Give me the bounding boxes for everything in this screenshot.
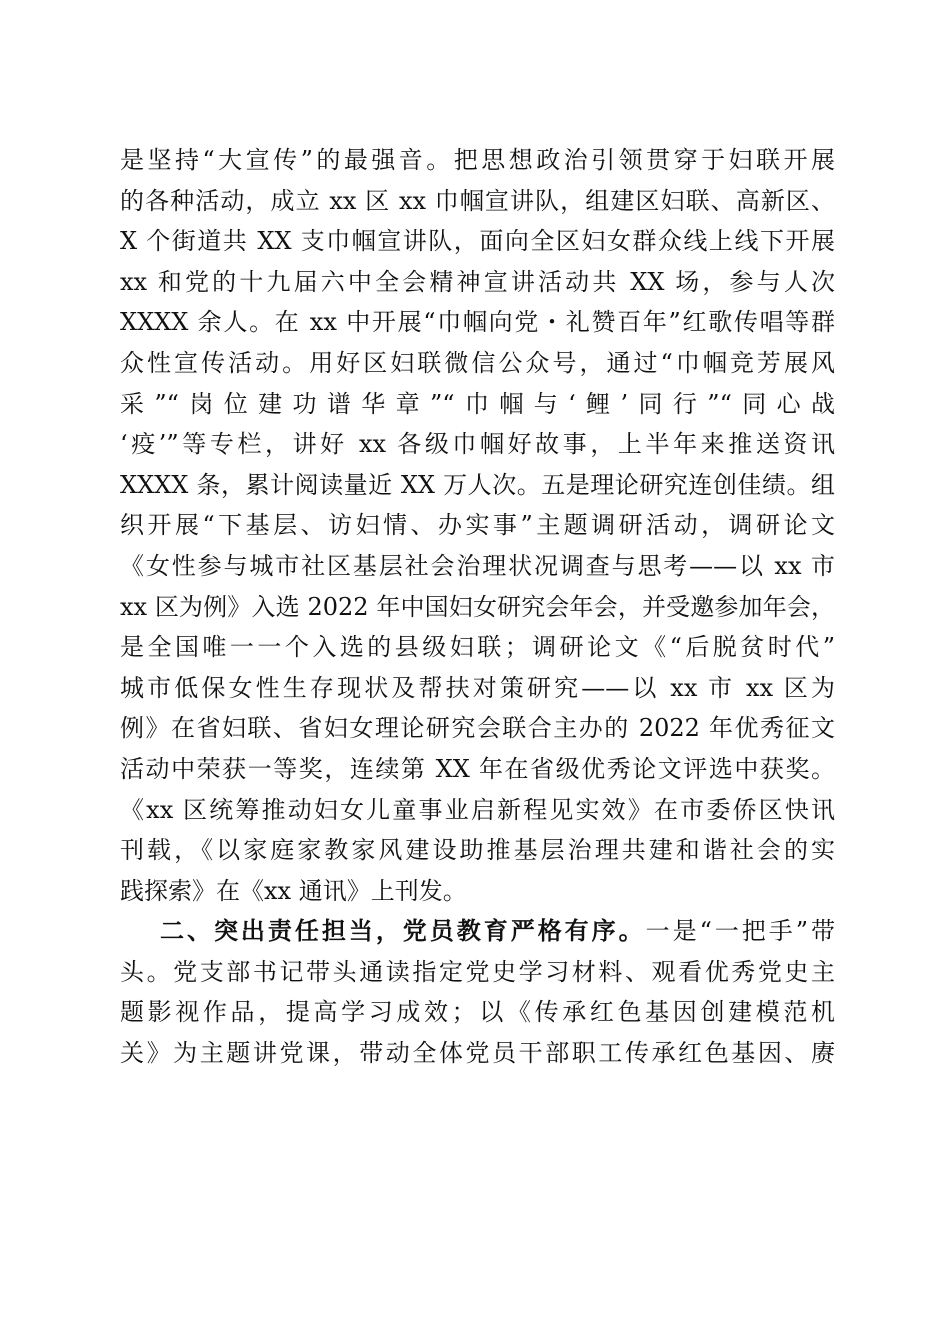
- text-line: 城市低保女性生存现状及帮扶对策研究——以 xx 市 xx 区为: [120, 673, 835, 702]
- text-line: XXXX 条，累计阅读量近 XX 万人次。五是理论研究连创佳绩。组: [120, 470, 835, 499]
- text-line: XXXX 余人。在 xx 中开展“巾帼向党・礼赞百年”红歌传唱等群: [120, 308, 835, 337]
- text-line: 《女性参与城市社区基层社会治理状况调查与思考——以 xx 市: [120, 551, 835, 580]
- text-line: 织开展“下基层、访妇情、办实事”主题调研活动，调研论文: [120, 511, 835, 540]
- text-line: X 个街道共 XX 支巾帼宣讲队，面向全区妇女群众线上线下开展: [120, 227, 835, 256]
- heading-line-continuation: 一是“一把手”带: [645, 917, 835, 946]
- text-line: 采”“岗位建功谱华章”“巾帼与‘鲤’同行”“同心战: [120, 389, 835, 418]
- section-heading: 二、突出责任担当，党员教育严格有序。: [160, 917, 646, 946]
- text-line: 践探索》在《xx 通讯》上刊发。: [120, 876, 467, 905]
- text-line: 头。党支部书记带头通读指定党史学习材料、观看优秀党史主: [120, 957, 835, 986]
- text-line: 活动中荣获一等奖，连续第 XX 年在省级优秀论文评选中获奖。: [120, 754, 835, 783]
- text-line: 题影视作品，提高学习成效；以《传承红色基因创建模范机: [120, 998, 835, 1027]
- text-line: 关》为主题讲党课，带动全体党员干部职工传承红色基因、赓: [120, 1039, 835, 1068]
- text-line: 众性宣传活动。用好区妇联微信公众号，通过“巾帼竞芳展风: [120, 348, 835, 377]
- text-line: xx 和党的十九届六中全会精神宣讲活动共 XX 场，参与人次: [120, 267, 835, 296]
- text-line: 是全国唯一一个入选的县级妇联；调研论文《“后脱贫时代”: [120, 633, 835, 662]
- text-line: ‘疫’”等专栏，讲好 xx 各级巾帼好故事，上半年来推送资讯: [120, 430, 835, 459]
- text-line: 是坚持“大宣传”的最强音。把思想政治引领贯穿于妇联开展: [120, 146, 835, 174]
- text-line: xx 区为例》入选 2022 年中国妇女研究会年会，并受邀参加年会，: [120, 592, 835, 621]
- text-line: 刊载，《以家庭家教家风建设助推基层治理共建和谐社会的实: [120, 836, 835, 865]
- text-line: 例》在省妇联、省妇女理论研究会联合主办的 2022 年优秀征文: [120, 714, 835, 743]
- body-text: [120, 140, 835, 1074]
- text-line: 《xx 区统筹推动妇女儿童事业启新程见实效》在市委侨区快讯: [120, 795, 835, 824]
- section-heading-line: [120, 911, 835, 952]
- text-line: 的各种活动，成立 xx 区 xx 巾帼宣讲队，组建区妇联、高新区、: [120, 186, 835, 215]
